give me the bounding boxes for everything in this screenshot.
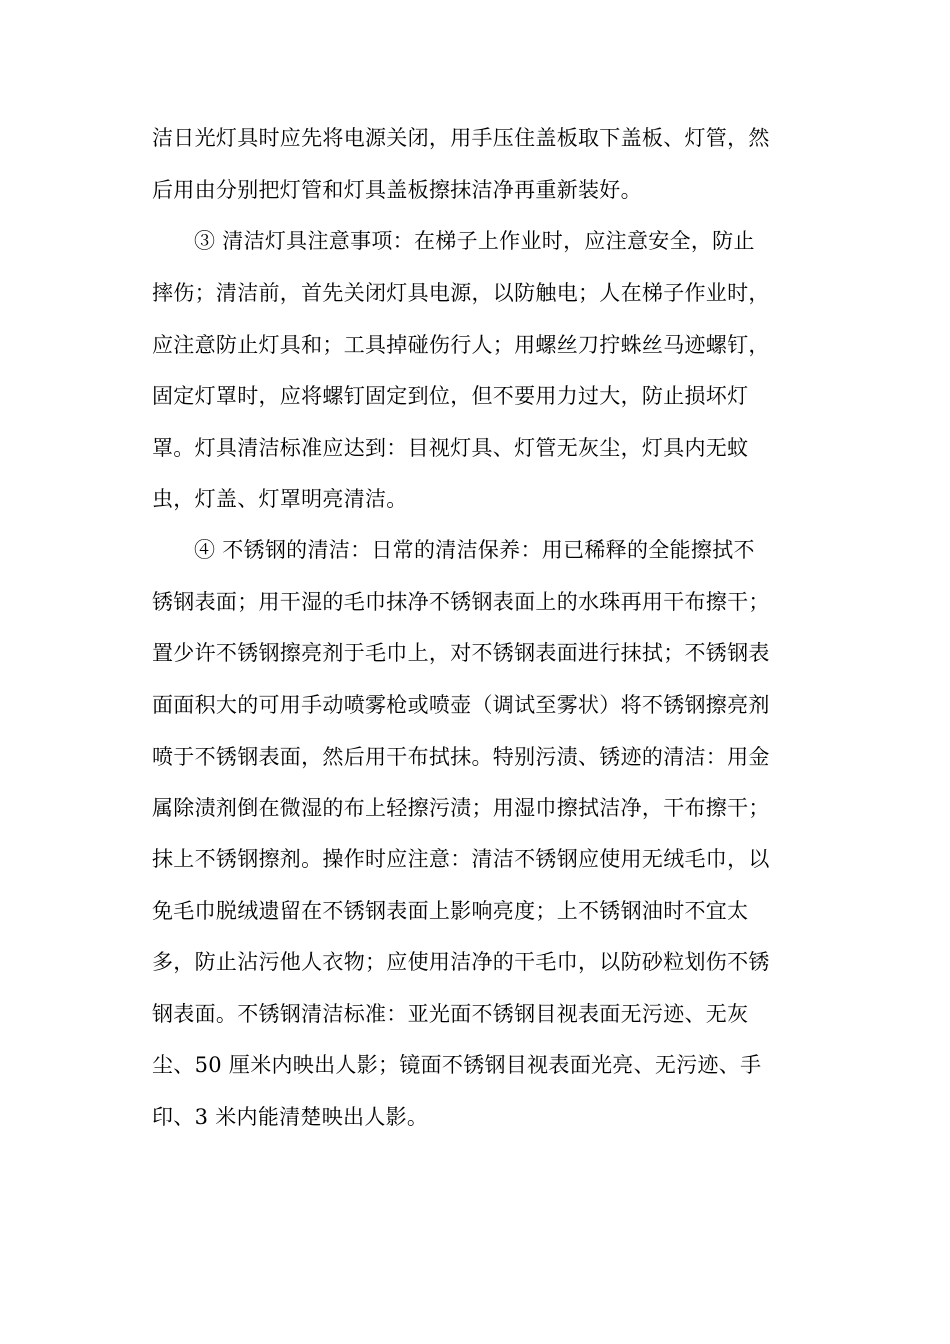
paragraph-line: 虫，灯盖、灯罩明亮清洁。 <box>152 487 408 511</box>
paragraph-line: 属除渍剂倒在微湿的布上轻擦污渍；用湿巾擦拭洁净，干布擦干； <box>152 796 770 820</box>
paragraph-line: 免毛巾脱绒遗留在不锈钢表面上影响亮度；上不锈钢油时不宜太 <box>152 899 749 923</box>
paragraph-line: 尘、50 厘米内映出人影；镜面不锈钢目视表面光亮、无污迹、手 <box>152 1053 762 1077</box>
paragraph-line: 印、3 米内能清楚映出人影。 <box>152 1105 429 1129</box>
paragraph-line: ③ 清洁灯具注意事项：在梯子上作业时，应注意安全，防止 <box>194 229 755 253</box>
paragraph-line: 锈钢表面；用干湿的毛巾抹净不锈钢表面上的水珠再用干布擦干； <box>152 590 770 614</box>
paragraph-line: 钢表面。不锈钢清洁标准：亚光面不锈钢目视表面无污迹、无灰 <box>152 1002 749 1026</box>
paragraph-line: 摔伤；清洁前，首先关闭灯具电源，以防触电；人在梯子作业时， <box>152 281 770 305</box>
paragraph-line: ④ 不锈钢的清洁：日常的清洁保养：用已稀释的全能擦拭不 <box>194 538 755 562</box>
paragraph-line: 固定灯罩时，应将螺钉固定到位，但不要用力过大，防止损坏灯 <box>152 384 749 408</box>
paragraph-line: 洁日光灯具时应先将电源关闭，用手压住盖板取下盖板、灯管，然 <box>152 126 770 150</box>
paragraph-line: 置少许不锈钢擦亮剂于毛巾上，对不锈钢表面进行抹拭；不锈钢表 <box>152 641 770 665</box>
paragraph-line: 罩。灯具清洁标准应达到：目视灯具、灯管无灰尘，灯具内无蚊 <box>152 436 749 460</box>
paragraph-line: 抹上不锈钢擦剂。操作时应注意：清洁不锈钢应使用无绒毛巾，以 <box>152 847 770 871</box>
paragraph-line: 后用由分别把灯管和灯具盖板擦抹洁净再重新装好。 <box>152 178 642 202</box>
paragraph-line: 喷于不锈钢表面，然后用干布拭抹。特别污渍、锈迹的清洁：用金 <box>152 745 770 769</box>
paragraph-line: 面面积大的可用手动喷雾枪或喷壶（调试至雾状）将不锈钢擦亮剂 <box>152 693 770 717</box>
paragraph-line: 多，防止沾污他人衣物；应使用洁净的干毛巾，以防砂粒划伤不锈 <box>152 950 770 974</box>
paragraph-line: 应注意防止灯具和；工具掉碰伤行人；用螺丝刀拧蛛丝马迹螺钉， <box>152 333 770 357</box>
